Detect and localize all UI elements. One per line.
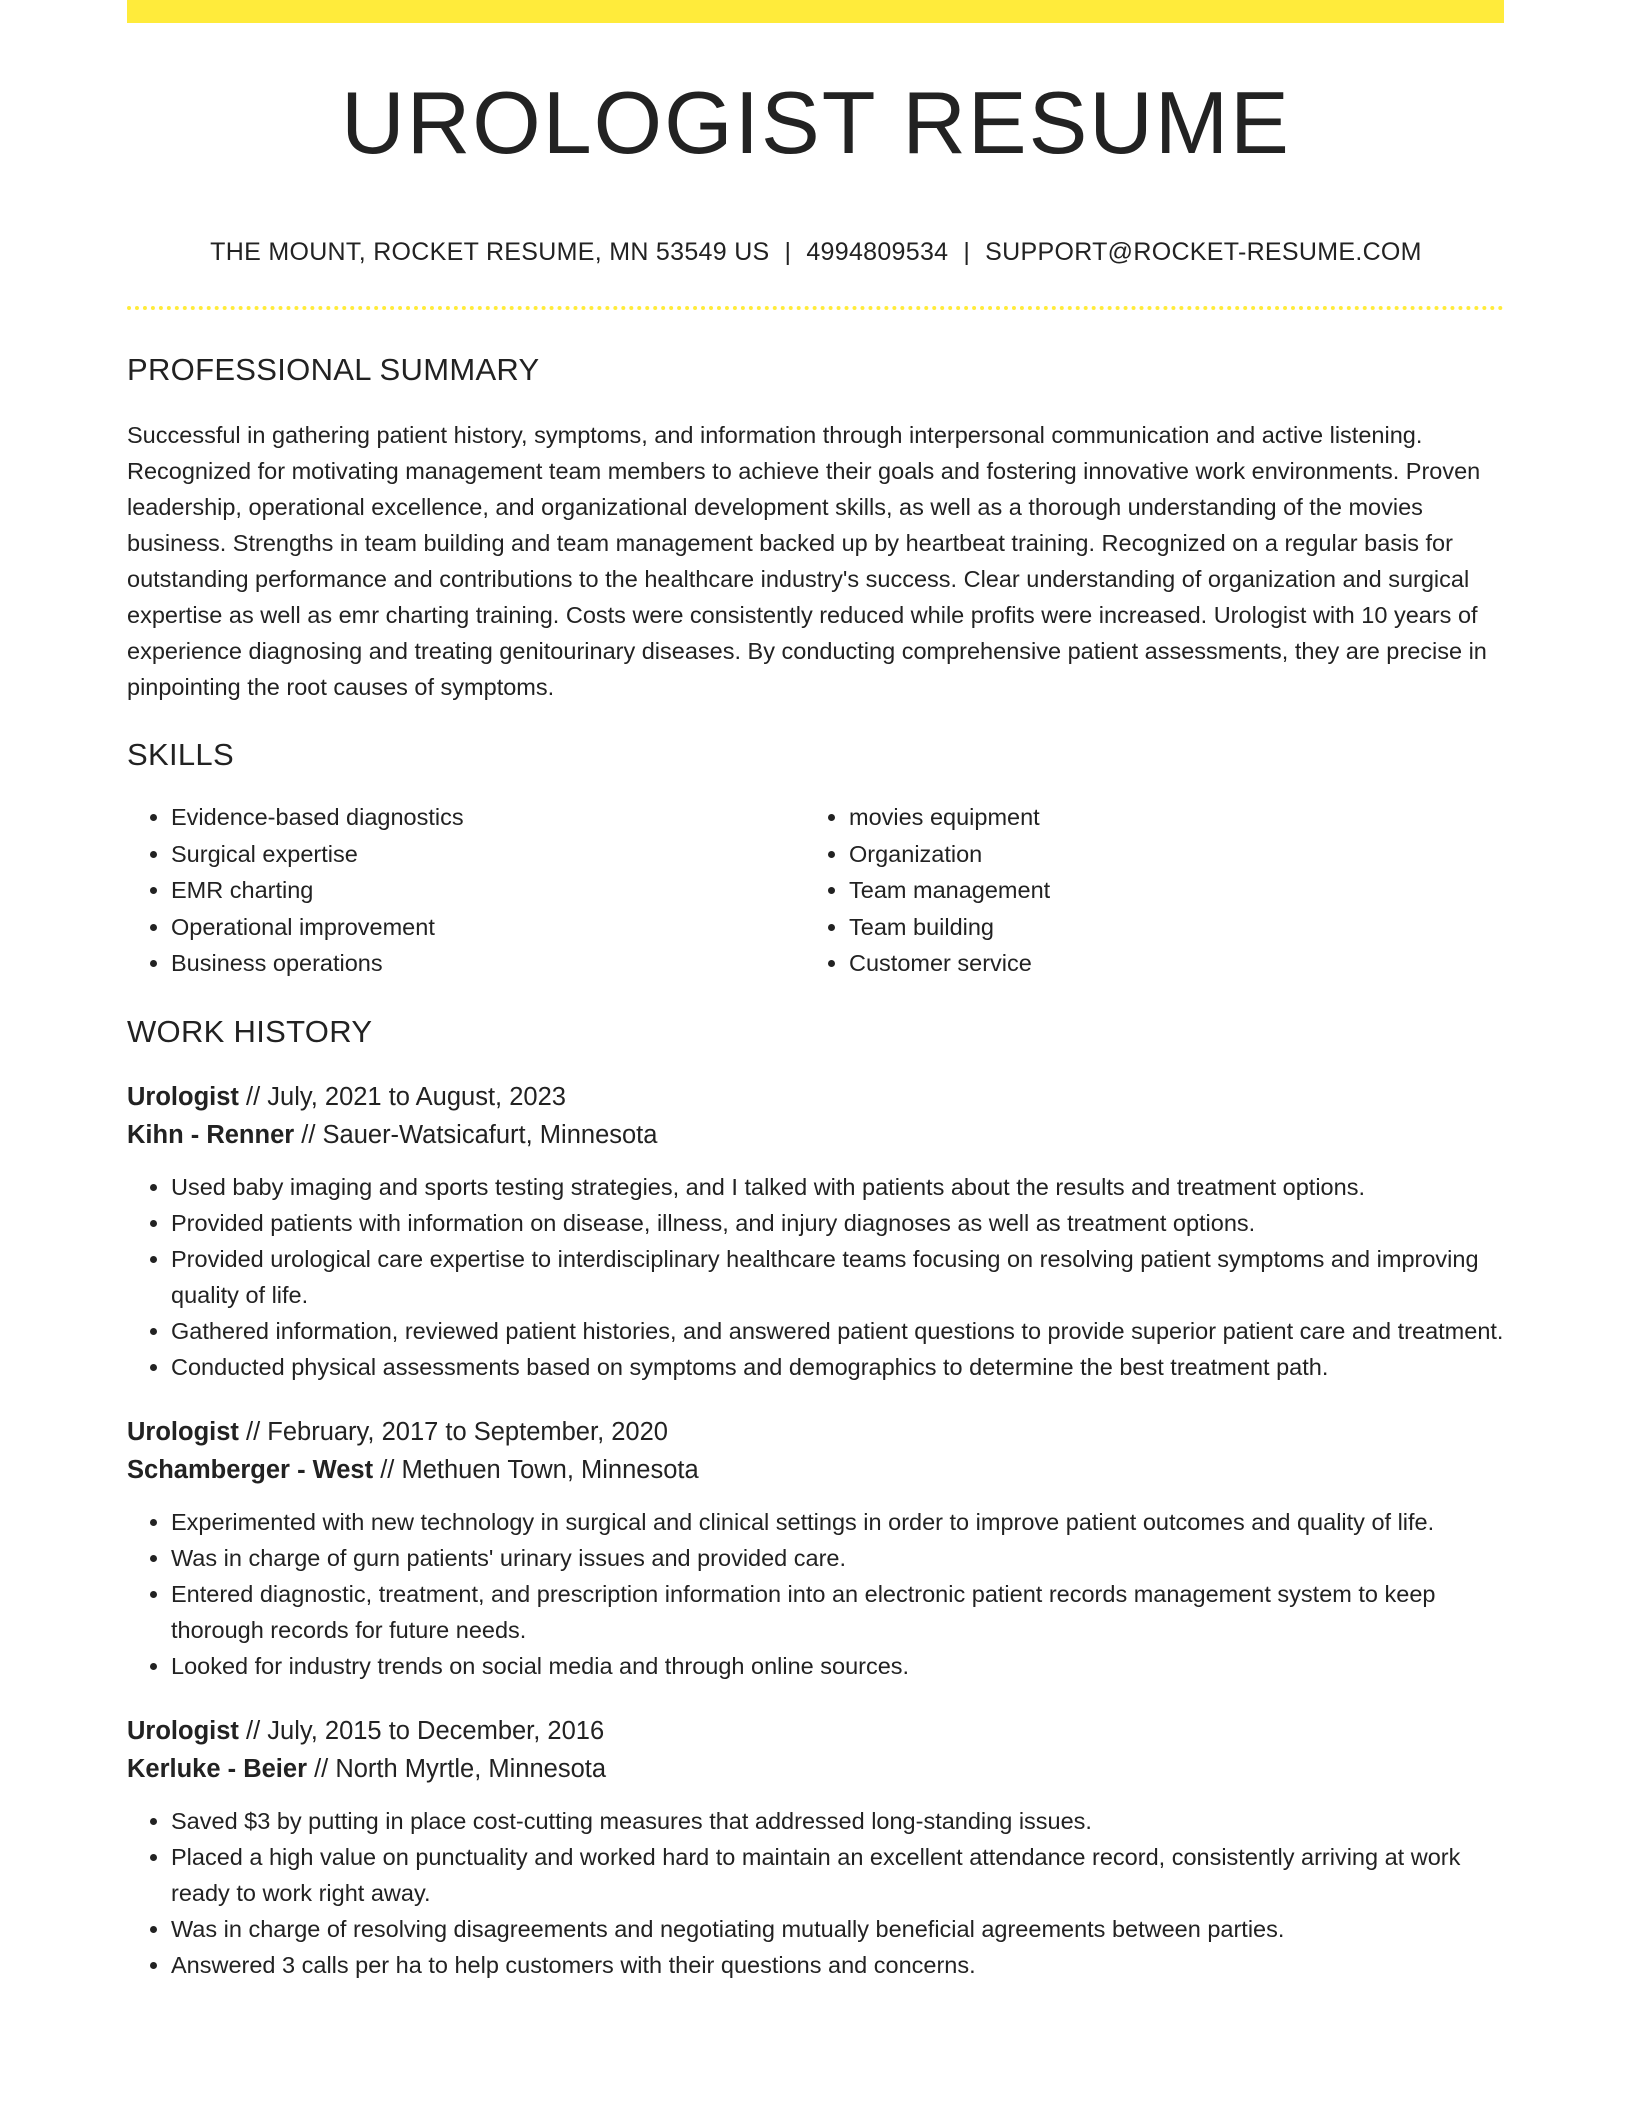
work-history-heading: WORK HISTORY [127,1013,373,1049]
job-title-line [127,1413,1504,1452]
job-bullets [127,1803,1504,1983]
skill-item: • Surgical expertise [171,836,805,873]
contact-separator: | [963,238,971,266]
skill-item: • movies equipment [849,799,1050,836]
job-bullets [127,1169,1504,1385]
job-bullet: • Was in charge of resolving disagreements and negotiating mutually beneficial agreements between parties. [171,1911,1504,1947]
skill-item: • Evidence-based diagnostics [171,799,805,836]
contact-line [0,238,1632,267]
skill-item: • Organization [849,836,1050,873]
job-company-line [127,1116,1504,1155]
skill-item: • Team management [849,872,1050,909]
job-title-line [127,1078,1504,1117]
job-bullet: • Provided urological care expertise to interdisciplinary healthcare teams focusing on resolving patient symptoms and improving quality of life. [171,1241,1504,1313]
job-title: Urologist [127,1716,239,1745]
job-dates: // July, 2015 to December, 2016 [238,1716,605,1745]
job-bullet: • Conducted physical assessments based on symptoms and demographics to determine the best treatment path. [171,1349,1504,1385]
job-bullet: • Entered diagnostic, treatment, and prescription information into an electronic patient records management system to keep thorough records for future needs. [171,1576,1504,1648]
page-title: UROLOGIST RESUME [341,73,1291,172]
skills-list [127,799,1504,982]
job-entry [127,1078,1504,1385]
summary-heading: PROFESSIONAL SUMMARY [127,352,540,387]
job-bullet: • Gathered information, reviewed patient histories, and answered patient questions to provide superior patient care and treatment. [171,1313,1504,1349]
top-accent-bar [127,0,1504,23]
contact-phone: 4994809534 [806,238,949,266]
job-bullet: • Answered 3 calls per ha to help customers with their questions and concerns. [171,1947,1504,1983]
job-dates: // July, 2021 to August, 2023 [238,1082,566,1111]
skill-item: • EMR charting [171,872,805,909]
job-bullets [127,1504,1504,1684]
contact-separator: | [784,238,792,266]
job-entry [127,1712,1504,1983]
contact-address: THE MOUNT, ROCKET RESUME, MN 53549 US [210,238,770,266]
skill-item: • Operational improvement [171,909,805,946]
skill-item: • Business operations [171,945,805,982]
job-title: Urologist [127,1417,239,1446]
summary-text: Successful in gathering patient history, symptoms, and information through interpersonal communication and active listening. Recognized for motivating management team members to achieve their goals and fostering innovative work environments. Proven leadership, operational excellence, and organizational development skills, as well as a thorough understanding of the movies business. Strengths in team building and team management backed up by heartbeat training. Recognized on a regular basis for outstanding performance and contributions to the healthcare industry's success. Clear understanding of organization and surgical expertise as well as emr charting training. Costs were consistently reduced while profits were increased. Urologist with 10 years of experience diagnosing and treating genitourinary diseases. By conducting comprehensive patient assessments, they are precise in pinpointing the root causes of symptoms. [127,422,1487,700]
job-company: Kerluke - Beier [127,1755,307,1783]
job-bullet: • Provided patients with information on disease, illness, and injury diagnoses as well as treatment options. [171,1205,1504,1241]
job-title-line [127,1712,1504,1751]
job-title: Urologist [127,1082,239,1111]
job-company: Kihn - Renner [127,1121,295,1149]
skill-item: • Team building [849,909,1050,946]
job-bullet: • Looked for industry trends on social media and through online sources. [171,1648,1504,1684]
job-location: // Methuen Town, Minnesota [373,1456,699,1484]
job-bullet: • Experimented with new technology in surgical and clinical settings in order to improve patient outcomes and quality of life. [171,1504,1504,1540]
skill-item: • Customer service [849,945,1050,982]
job-bullet: • Saved $3 by putting in place cost-cutting measures that addressed long-standing issues. [171,1803,1504,1839]
job-bullet: • Was in charge of gurn patients' urinary issues and provided care. [171,1540,1504,1576]
dotted-divider [127,306,1504,310]
job-dates: // February, 2017 to September, 2020 [238,1417,668,1446]
skills-heading: SKILLS [127,737,234,772]
job-bullet: • Placed a high value on punctuality and worked hard to maintain an excellent attendance record, consistently arriving at work ready to work right away. [171,1839,1504,1911]
skills-column-left [127,799,805,982]
job-company: Schamberger - West [127,1456,374,1484]
job-company-line [127,1451,1504,1490]
job-company-line [127,1750,1504,1789]
job-location: // North Myrtle, Minnesota [307,1755,607,1783]
contact-email: SUPPORT@ROCKET-RESUME.COM [985,238,1422,266]
job-location: // Sauer-Watsicafurt, Minnesota [294,1121,658,1149]
resume-content [127,352,1504,1983]
job-bullet: • Used baby imaging and sports testing strategies, and I talked with patients about the results and treatment options. [171,1169,1504,1205]
skills-column-right [805,799,1050,982]
job-entry [127,1413,1504,1684]
